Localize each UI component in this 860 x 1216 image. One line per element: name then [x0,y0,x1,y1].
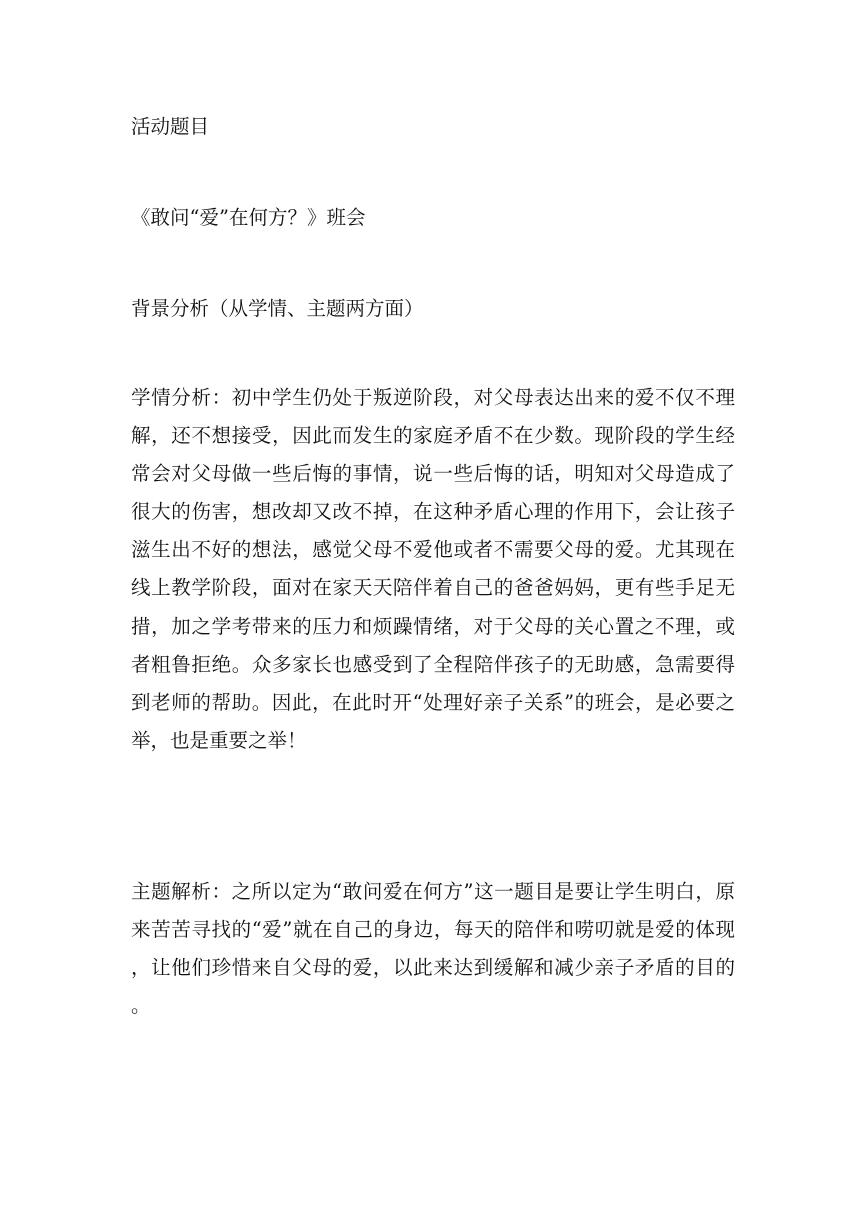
student-analysis-paragraph: 学情分析：初中学生仍处于叛逆阶段，对父母表达出来的爱不仅不理解，还不想接受，因此而发生的家庭矛盾不在少数。现阶段的学生经常会对父母做一些后悔的事情，说一些后悔的话，明知对父母造成了很大的伤害，想改却又改不掉，在这种矛盾心理的作用下，会让孩子滋生出不好的想法，感觉父母不爱他或者不需要父母的爱。尤其现在线上教学阶段，面对在家天天陪伴着自己的爸爸妈妈，更有些手足无措，加之学考带来的压力和烦躁情绪，对于父母的关心置之不理，或者粗鲁拒绝。众多家长也感受到了全程陪伴孩子的无助感，急需要得到老师的帮助。因此，在此时开“处理好亲子关系”的班会，是必要之举，也是重要之举！ [131,386,735,752]
theme-analysis-paragraph: 主题解析：之所以定为“敢问爱在何方”这一题目是要让学生明白，原来苦苦寻找的“爱”就在自己的身边，每天的陪伴和唠叨就是爱的体现，让他们珍惜来自父母的爱，以此来达到缓解和减少亲子矛盾的目的。 [131,880,735,1018]
activity-heading: 活动题目 [131,115,210,138]
background-heading: 背景分析（从学情、主题两方面） [131,297,424,320]
activity-title: 《敢问“爱”在何方？》班会 [131,206,366,229]
